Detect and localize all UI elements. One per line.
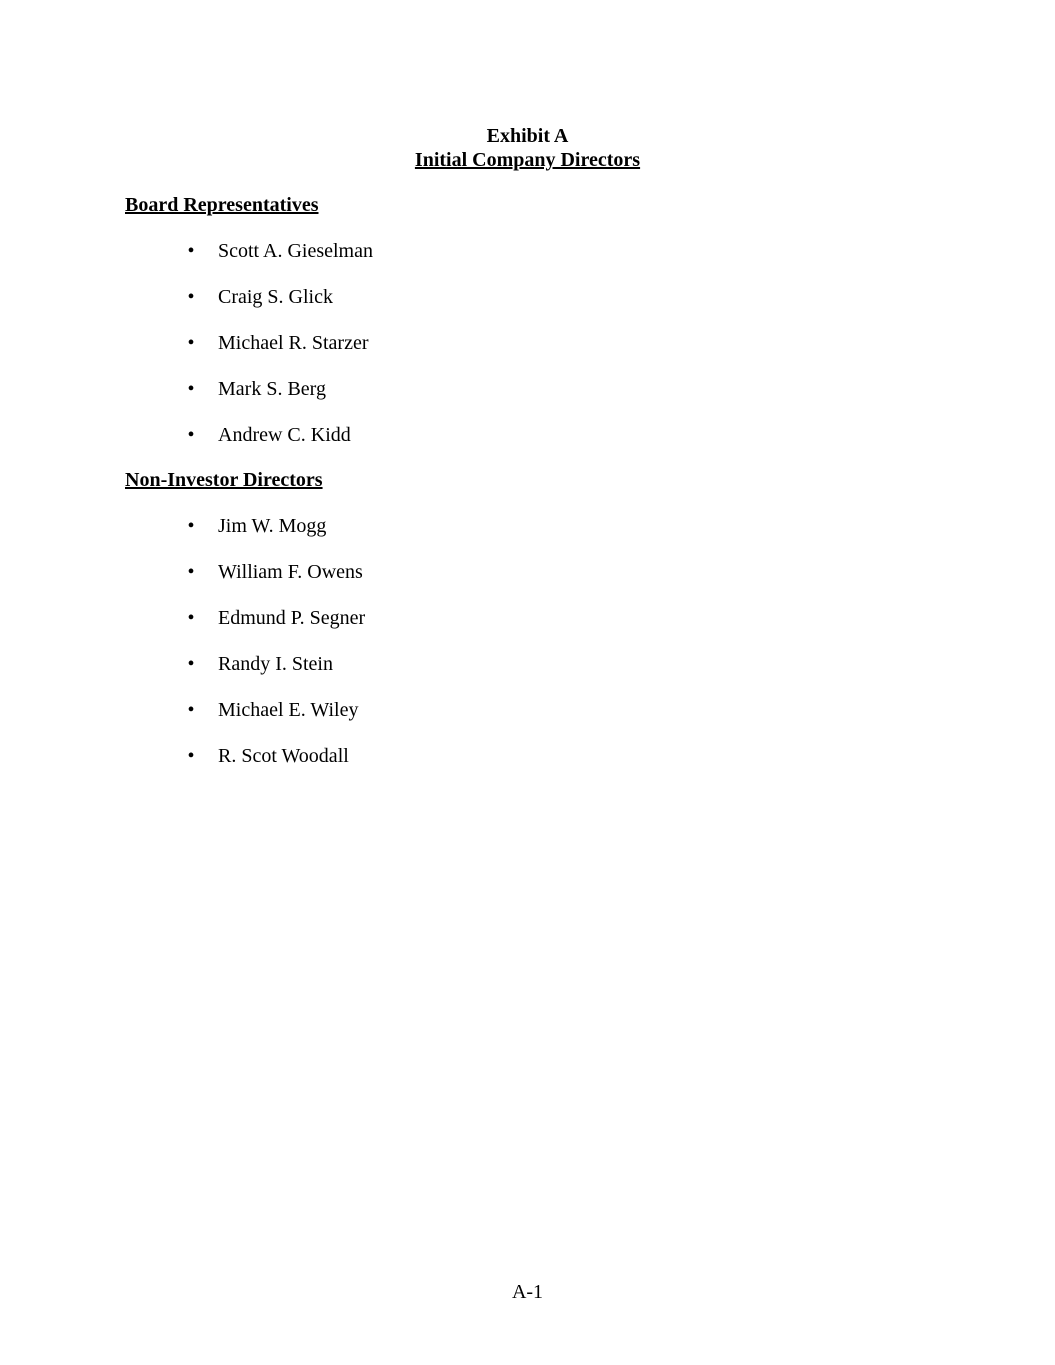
section-heading-non-investor-directors: Non-Investor Directors	[125, 469, 323, 491]
bullet-icon: •	[187, 378, 195, 400]
director-name: William F. Owens	[218, 561, 363, 583]
bullet-icon: •	[187, 332, 195, 354]
exhibit-title: Exhibit A	[486, 125, 569, 147]
bullet-icon: •	[187, 653, 195, 675]
bullet-icon: •	[187, 561, 195, 583]
exhibit-subtitle: Initial Company Directors	[414, 149, 641, 171]
director-name: Michael E. Wiley	[218, 699, 359, 721]
director-name: Scott A. Gieselman	[218, 240, 373, 262]
bullet-icon: •	[187, 286, 195, 308]
director-name: Edmund P. Segner	[218, 607, 366, 629]
director-name: Mark S. Berg	[218, 378, 326, 400]
bullet-icon: •	[187, 424, 195, 446]
section-heading-board-representatives: Board Representatives	[125, 194, 319, 216]
director-name: R. Scot Woodall	[218, 745, 349, 767]
bullet-icon: •	[187, 515, 195, 537]
director-name: Andrew C. Kidd	[218, 424, 351, 446]
bullet-icon: •	[187, 699, 195, 721]
page-header	[0, 124, 1055, 172]
director-name: Jim W. Mogg	[218, 515, 327, 537]
page-number: A-1	[511, 1281, 544, 1303]
director-name: Randy I. Stein	[218, 653, 333, 675]
bullet-icon: •	[187, 240, 195, 262]
bullet-icon: •	[187, 607, 195, 629]
director-name: Craig S. Glick	[218, 286, 333, 308]
director-name: Michael R. Starzer	[218, 332, 369, 354]
bullet-icon: •	[187, 745, 195, 767]
